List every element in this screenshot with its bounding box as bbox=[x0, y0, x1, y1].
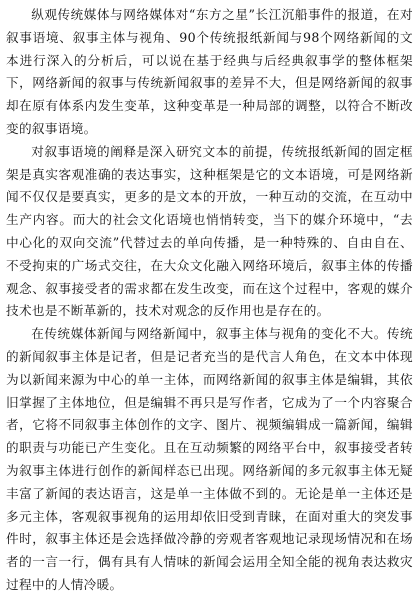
paragraph-1: 纵观传统媒体与网络媒体对“东方之星”长江沉船事件的报道，在对叙事语境、叙事主体与视角、90个传统报纸新闻与98个网络新闻的文本进行深入的分析后，可以说在基于经典与后经典叙事学的整体框架下，网络新闻的叙事与传统新闻叙事的差异不大，但是网络新闻的叙事却在原有体系内发生变革，这种变革是一种局部的调整，以符合不断改变的叙事语境。 bbox=[6, 7, 413, 136]
paragraph-3: 在传统媒体新闻与网络新闻中，叙事主体与视角的变化不大。传统的新闻叙事主体是记者，但是记者充当的是代言人角色，在文本中体现为以新闻来源为中心的单一主体，而网络新闻的叙事主体是编辑，其依旧掌握了主体地位，但是编辑不再只是写作者，它成为了一个内容聚合者，它将不同叙事主体创作的文字、图片、视频编辑成一篇新闻，编辑的职责与功能已产生变化。且在互动频繁的网络平台中，叙事接受者转为叙事主体进行创作的新闻样态已出现。网络新闻的多元叙事主体无疑丰富了新闻的表达语言，这是单一主体做不到的。无论是单一主体还是多元主体，客观叙事视角的运用却依旧受到青睐，在面对重大的突发事件时，叙事主体还是会选择做冷静的旁观者客观地记录现场情况和在场者的一言一行，偶有具有人情味的新闻会运用全知全能的视角表达救灾过程中的人情冷暖。 bbox=[6, 326, 413, 592]
paragraph-2: 对叙事语境的阐释是深入研究文本的前提，传统报纸新闻的固定框架是真实客观准确的表达事实，这种框架是它的文本语境，可是网络新闻不仅仅是要真实，更多的是文本的开放，一种互动的交流，在互动中生产内容。而大的社会文化语境也悄悄转变，当下的媒介环境中，“去中心化的双向交流”代替过去的单向传播，是一种特殊的、自由自在、不受拘束的广场式交往，在大众文化融入网络环境后，叙事主体的传播观念、叙事接受者的需求都在发生改变，而在这个过程中，客观的媒介技术也是不断革新的，技术对观念的反作用也是存在的。 bbox=[6, 143, 413, 319]
